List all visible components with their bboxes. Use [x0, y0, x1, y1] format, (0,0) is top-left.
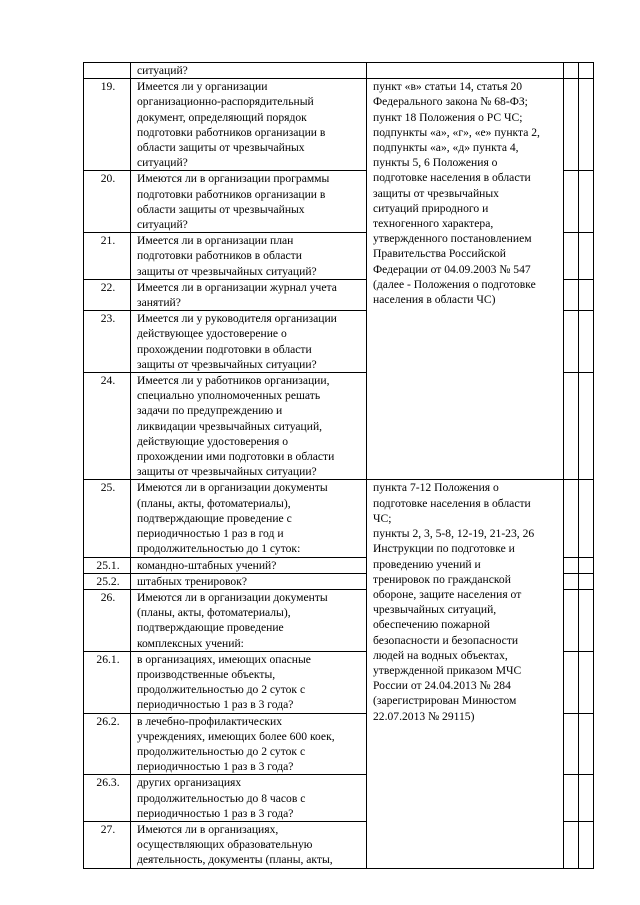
legal-reference: пункта 7-12 Положения о подготовке населения в области ЧС; пункты 2, 3, 5-8, 12-19, 21-23, 26 Инструкции по подготовке и проведению учений и тренировок по гражданской обороне, защите населения от чрезвычайных ситуаций, обеспечению пожарной безопасности и безопасности людей на водных объектах, утвержденной приказом МЧС России от 24.04.2013 № 284 (зарегистрирован Минюстом 22.07.2013 № 29115) [367, 480, 564, 868]
answer-yes-cell[interactable] [564, 557, 579, 573]
row-number: 25. [84, 480, 131, 557]
row-number: 19. [84, 79, 131, 171]
row-number: 27. [84, 821, 131, 868]
answer-yes-cell[interactable] [564, 311, 579, 373]
answer-yes-cell[interactable] [564, 279, 579, 310]
answer-no-cell[interactable] [579, 311, 594, 373]
question-text: командно-штабных учений? [131, 557, 367, 573]
question-text: Имеется ли у организации организационно-распорядительный документ, определяющий порядок подготовки работников организации в области защиты от чрезвычайных ситуаций? [131, 79, 367, 171]
answer-no-cell[interactable] [579, 573, 594, 589]
row-number [84, 63, 131, 79]
answer-no-cell[interactable] [579, 713, 594, 775]
row-number: 26.1. [84, 651, 131, 713]
answer-yes-cell[interactable] [564, 373, 579, 480]
answer-no-cell[interactable] [579, 557, 594, 573]
answer-yes-cell[interactable] [564, 79, 579, 171]
row-number: 21. [84, 233, 131, 280]
question-text: других организациях продолжительностью до 8 часов с периодичностью 1 раз в 3 года? [131, 775, 367, 822]
answer-no-cell[interactable] [579, 821, 594, 868]
question-text: Имеются ли в организации документы (планы, акты, фотоматериалы), подтверждающие проведение с периодичностью 1 раз в год и продолжительностью до 1 суток: [131, 480, 367, 557]
answer-yes-cell[interactable] [564, 651, 579, 713]
answer-yes-cell[interactable] [564, 63, 579, 79]
answer-yes-cell[interactable] [564, 713, 579, 775]
answer-yes-cell[interactable] [564, 171, 579, 233]
answer-yes-cell[interactable] [564, 589, 579, 651]
table-row [84, 480, 594, 557]
question-text: Имеется ли в организации журнал учета занятий? [131, 279, 367, 310]
answer-no-cell[interactable] [579, 79, 594, 171]
checklist-table [83, 62, 594, 869]
question-text: ситуаций? [131, 63, 367, 79]
question-text: в организациях, имеющих опасные производственные объекты, продолжительностью до 2 суток с периодичностью 1 раз в 3 года? [131, 651, 367, 713]
question-text: в лечебно-профилактических учреждениях, имеющих более 600 коек, продолжительностью до 2 суток с периодичностью 1 раз в 3 года? [131, 713, 367, 775]
legal-reference: пункт «в» статьи 14, статья 20 Федерального закона № 68-ФЗ; пункт 18 Положения о РС ЧС; подпункты «а», «г», «е» пункта 2, подпункты «а», «д» пункта 4, пункты 5, 6 Положения о подготовке населения в области защиты от чрезвычайных ситуаций природного и техногенного характера, утвержденного постановлением Правительства Российской Федерации от 04.09.2003 № 547 (далее - Положения о подготовке населения в области ЧС) [367, 79, 564, 480]
row-number: 25.1. [84, 557, 131, 573]
answer-no-cell[interactable] [579, 775, 594, 822]
table-row [84, 63, 594, 79]
question-text: Имеется ли у работников организации, специально уполномоченных решать задачи по предупреждению и ликвидации чрезвычайных ситуаций, действующие удостоверения о прохождении ими подготовки в области защиты от чрезвычайных ситуации? [131, 373, 367, 480]
answer-yes-cell[interactable] [564, 233, 579, 280]
question-text: Имеется ли в организации план подготовки работников в области защиты от чрезвычайных ситуаций? [131, 233, 367, 280]
question-text: Имеются ли в организациях, осуществляющих образовательную деятельность, документы (планы, акты, [131, 821, 367, 868]
table-row [84, 79, 594, 171]
answer-no-cell[interactable] [579, 63, 594, 79]
row-number: 26.3. [84, 775, 131, 822]
reference-cell-empty [367, 63, 564, 79]
answer-yes-cell[interactable] [564, 573, 579, 589]
row-number: 23. [84, 311, 131, 373]
question-text: Имеются ли в организации программы подготовки работников организации в области защиты от чрезвычайных ситуаций? [131, 171, 367, 233]
answer-yes-cell[interactable] [564, 821, 579, 868]
row-number: 22. [84, 279, 131, 310]
row-number: 24. [84, 373, 131, 480]
row-number: 25.2. [84, 573, 131, 589]
answer-no-cell[interactable] [579, 480, 594, 557]
answer-no-cell[interactable] [579, 171, 594, 233]
question-text: штабных тренировок? [131, 573, 367, 589]
question-text: Имеются ли в организации документы (планы, акты, фотоматериалы), подтверждающие проведение комплексных учений: [131, 589, 367, 651]
answer-yes-cell[interactable] [564, 775, 579, 822]
row-number: 26. [84, 589, 131, 651]
answer-no-cell[interactable] [579, 651, 594, 713]
answer-no-cell[interactable] [579, 233, 594, 280]
answer-no-cell[interactable] [579, 589, 594, 651]
question-text: Имеется ли у руководителя организации действующее удостоверение о прохождении подготовки в области защиты от чрезвычайных ситуации? [131, 311, 367, 373]
row-number: 26.2. [84, 713, 131, 775]
answer-no-cell[interactable] [579, 373, 594, 480]
answer-yes-cell[interactable] [564, 480, 579, 557]
answer-no-cell[interactable] [579, 279, 594, 310]
row-number: 20. [84, 171, 131, 233]
